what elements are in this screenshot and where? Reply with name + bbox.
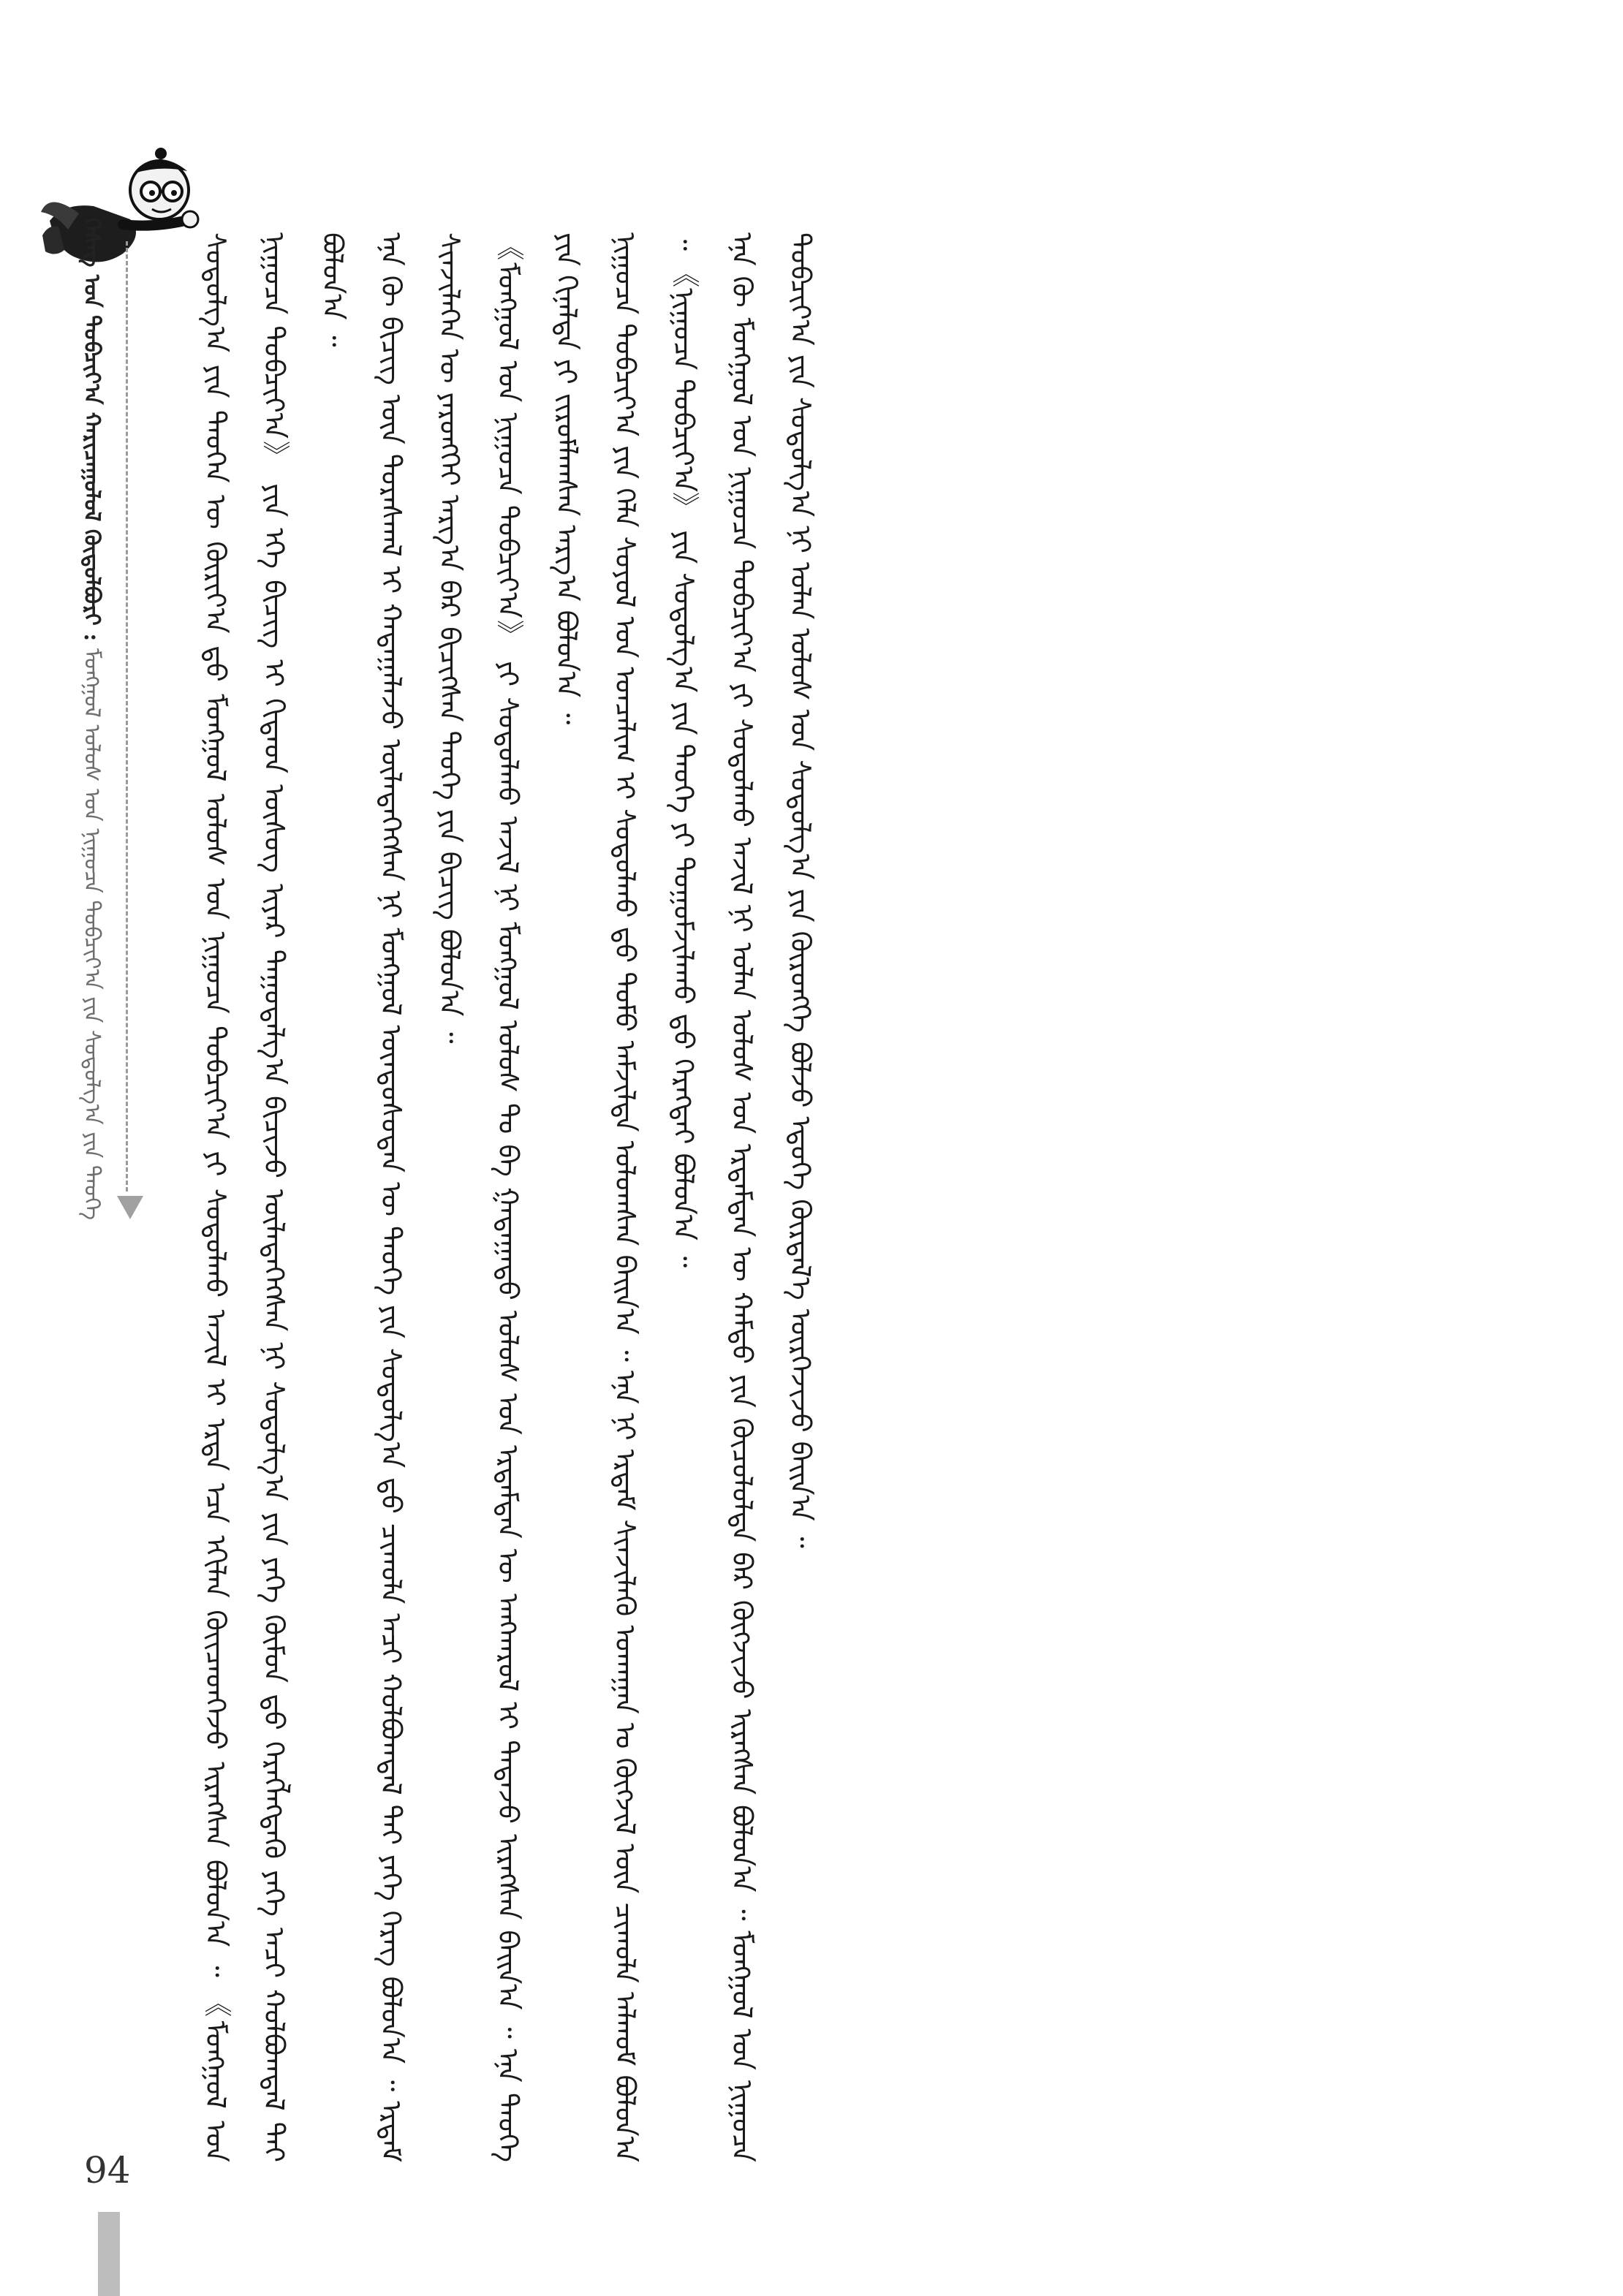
- paragraph: ᠰᠤᠳᠤᠯᠭ᠎ᠠ ᠶᠢᠨ ᠲᠡᠦᠬᠡᠨ ᠦ ᠬᠦᠷᠢᠶ᠎ᠡᠨ ᠳ᠋ᠦ ᠮᠣᠩᠭᠣᠯ ᠤᠯᠤᠰ ᠤᠨ ᠨᠢᠭᠤᠴᠠ ᠲᠣᠪᠴᠢᠶ᠎ᠠ ᠶᠢ ᠰᠤᠳᠤᠯᠬᠤ ᠠᠵᠢᠯ ᠢ ᠡᠷᠲᠡ ᠡᠴᠡ ᠡᠬᠢᠯᠡᠨ ᠭᠦᠢᠴᠡᠳᠬᠡᠵᠦ ᠢᠷᠡᠭᠰᠡᠨ ᠪᠣᠯᠤᠨ᠎ᠠ ᠃ 《ᠮᠣᠩᠭᠣᠯ ᠤᠨ ᠨᠢᠭᠤᠴᠠ ᠲᠣᠪᠴᠢᠶ᠎ᠠ》 ᠶᠢᠨ ᠡᠬᠡ ᠪᠢᠴᠢᠭ ᠢ ᠬᠢᠲᠠᠳ ᠦᠰᠦᠭ ᠢᠶᠡᠷ ᠳᠠᠭᠤᠳᠠᠯᠭ᠎ᠠ ᠪᠢᠴᠢᠵᠦ ᠦᠯᠡᠳᠡᠭᠡᠭᠰᠡᠨ ᠨᠢ ᠰᠤᠳᠤᠯᠭ᠎ᠠ ᠶᠢᠨ ᠶᠡᠬᠡ ᠬᠦᠮᠦᠨ ᠳ᠋ᠦ ᠬᠡᠷᠡᠭᠯᠡᠭᠳᠡᠬᠦ ᠶᠡᠬᠡ ᠠᠴᠢ ᠬᠣᠯᠪᠣᠭᠳᠠᠯ ᠲᠠᠢ ᠪᠣᠯᠤᠨ᠎ᠠ ᠃: [200, 232, 349, 2162]
- body-text: [186, 232, 1568, 2162]
- running-header-book-title: ᠮᠣᠩᠭᠣᠯ ᠤᠯᠤᠰ ᠤᠨ ᠨᠢᠭᠤᠴᠠ ᠲᠣᠪᠴᠢᠶ᠎ᠠ ᠶᠢᠨ ᠰᠤᠳᠤᠯᠭ᠎ᠠ ᠶᠢᠨ ᠲᠡᠦᠬᠡ: [79, 648, 105, 1221]
- scholar-mascot-illustration: [35, 133, 203, 279]
- paragraph: ᠡᠨᠡ ᠬᠦ ᠪᠢᠴᠢᠭ ᠦᠨ ᠳᠤᠷᠠᠰᠬᠠᠯ ᠢ ᠬᠠᠳᠠᠭᠠᠯᠠᠵᠤ ᠦᠯᠡᠳᠡᠭᠡᠭᠰᠡᠨ ᠨᠢ ᠮᠣᠩᠭᠣᠯ ᠦᠨᠳᠦᠰᠦᠲᠡᠨ ᠦ ᠲᠡᠦᠬᠡ ᠶᠢᠨ ᠰᠤᠳᠤᠯᠭ᠎ᠠ ᠳ᠋ᠤ ᠴᠢᠬᠤᠯᠠ ᠠᠴᠢ ᠬᠣᠯᠪᠣᠭᠳᠠᠯ ᠲᠠᠢ ᠶᠡᠬᠡ ᠬᠡᠷᠡᠭ ᠪᠣᠯᠤᠨ᠎ᠠ ᠃ ᠡᠷᠳᠡᠮ ᠰᠢᠨᠵᠢᠯᠡᠭᠡᠨ ᠦ ᠶᠡᠷᠦᠩᠬᠡᠢ ᠠᠷᠭ᠎ᠠ ᠪᠠᠷ ᠪᠢᠴᠢᠭᠰᠡᠨ ᠲᠡᠦᠬᠡ ᠶᠢᠨ ᠪᠢᠴᠢᠭ ᠪᠣᠯᠤᠨ᠎ᠠ ᠃: [375, 232, 466, 2162]
- paragraph: ᠡᠨᠡ ᠬᠦ ᠮᠣᠩᠭᠣᠯ ᠤᠨ ᠨᠢᠭᠤᠴᠠ ᠲᠣᠪᠴᠢᠶ᠎ᠠ ᠶᠢ ᠰᠤᠳᠤᠯᠬᠤ ᠠᠵᠢᠯ ᠨᠢ ᠣᠯᠠᠨ ᠤᠯᠤᠰ ᠤᠨ ᠡᠷᠳᠡᠮᠲᠡᠨ ᠦ ᠬᠠᠮᠲᠤ ᠶᠢᠨ ᠬᠦᠴᠦᠯᠦᠯᠲᠡ ᠪᠡᠷ ᠬᠥᠭᠵᠢᠵᠦ ᠢᠷᠡᠭᠰᠡᠨ ᠪᠣᠯᠤᠨ᠎ᠠ ᠃ ᠮᠣᠩᠭᠣᠯ ᠤᠨ ᠨᠢᠭᠤᠴᠠ ᠲᠣᠪᠴᠢᠶ᠎ᠠ ᠶᠢᠨ ᠰᠤᠳᠤᠯᠭ᠎ᠠ ᠨᠢ ᠣᠯᠠᠨ ᠤᠯᠤᠰ ᠤᠨ ᠰᠤᠳᠤᠯᠭ᠎ᠠ ᠶᠢᠨ ᠬᠥᠷᠥᠩᠭᠡ ᠪᠣᠯᠵᠤ ᠡᠳᠦᠭᠡ ᠬᠦᠷᠲᠡᠯ᠎ᠡ ᠥᠷᠭᠡᠵᠢᠵᠦ ᠪᠠᠢᠨ᠎ᠠ ᠃: [726, 232, 817, 2162]
- running-header: [77, 218, 105, 1220]
- running-header-part-title: ᠬᠡᠰᠡᠭ ᠤᠨ ᠲᠣᠪᠴᠢᠶ᠎ᠠ ᠬᠠᠷᠢᠴᠠᠭᠤᠯᠤᠯ ᠬᠥᠲᠥᠯᠪᠦᠷᠢ :: [79, 218, 105, 642]
- page-number: 94: [84, 2149, 131, 2191]
- paragraph: 《ᠮᠣᠩᠭᠣᠯ ᠤᠨ ᠨᠢᠭᠤᠴᠠ ᠲᠣᠪᠴᠢᠶ᠎ᠠ》 ᠶᠢ ᠰᠤᠳᠤᠯᠬᠤ ᠠᠵᠢᠯ ᠨᠢ ᠮᠣᠩᠭᠣᠯ ᠤᠯᠤᠰ ᠲᠤ ᠪᠠ ᠭᠠᠳᠠᠭᠠᠳᠤ ᠤᠯᠤᠰ ᠤᠨ ᠡᠷᠳᠡᠮᠲᠡᠨ ᠦ ᠠᠩᠬᠠᠷᠤᠯ ᠢ ᠲᠠᠲᠠᠵᠤ ᠢᠷᠡᠭᠰᠡᠨ ᠪᠠᠢᠨ᠎ᠠ ᠃ ᠡᠨᠡ ᠲᠡᠦᠬᠡ ᠶᠢᠨ ᠬᠢᠨᠠᠯᠲᠠ ᠶᠢ ᠵᠢᠷᠤᠮᠯᠠᠭᠰᠠᠨ ᠠᠷᠭ᠎ᠠ ᠪᠣᠯᠤᠨ᠎ᠠ ᠃: [492, 232, 583, 2162]
- page-edge-bar: [98, 2212, 120, 2296]
- header-dashed-rule: [126, 241, 128, 1191]
- paragraph: ᠨᠢᠭᠤᠴᠠ ᠲᠣᠪᠴᠢᠶ᠎ᠠ ᠶᠢᠨ ᠬᠡᠯᠡ ᠰᠣᠶᠣᠯ ᠤᠨ ᠤᠨᠴᠠᠯᠢᠭ ᠢ ᠰᠤᠳᠤᠯᠬᠤ ᠳ᠋ᠤ ᠲᠣᠮᠤ ᠠᠮᠵᠢᠯᠲᠠ ᠣᠯᠤᠭᠰᠠᠨ ᠪᠠᠢᠨ᠎ᠠ ᠃ ᠡᠨᠡ ᠨᠢ ᠡᠷᠳᠡᠮ ᠰᠢᠨᠵᠢᠯᠡᠬᠦ ᠤᠬᠠᠭᠠᠨ ᠤ ᠬᠥᠭᠵᠢᠯ ᠦᠨ ᠴᠢᠬᠤᠯᠠ ᠠᠯᠬᠤᠮ ᠪᠣᠯᠤᠨ᠎ᠠ ᠃ 《ᠨᠢᠭᠤᠴᠠ ᠲᠣᠪᠴᠢᠶ᠎ᠠ》 ᠶᠢᠨ ᠰᠤᠳᠤᠯᠭ᠎ᠠ ᠶᠢᠨ ᠲᠡᠦᠬᠡ ᠶᠢ ᠲᠣᠭᠤᠮᠵᠢᠯᠠᠬᠤ ᠳ᠋ᠤ ᠬᠡᠷᠡᠭᠲᠡᠢ ᠪᠣᠯᠤᠨ᠎ᠠ ᠃: [609, 232, 700, 2162]
- triangle-marker-icon: [117, 1196, 143, 1219]
